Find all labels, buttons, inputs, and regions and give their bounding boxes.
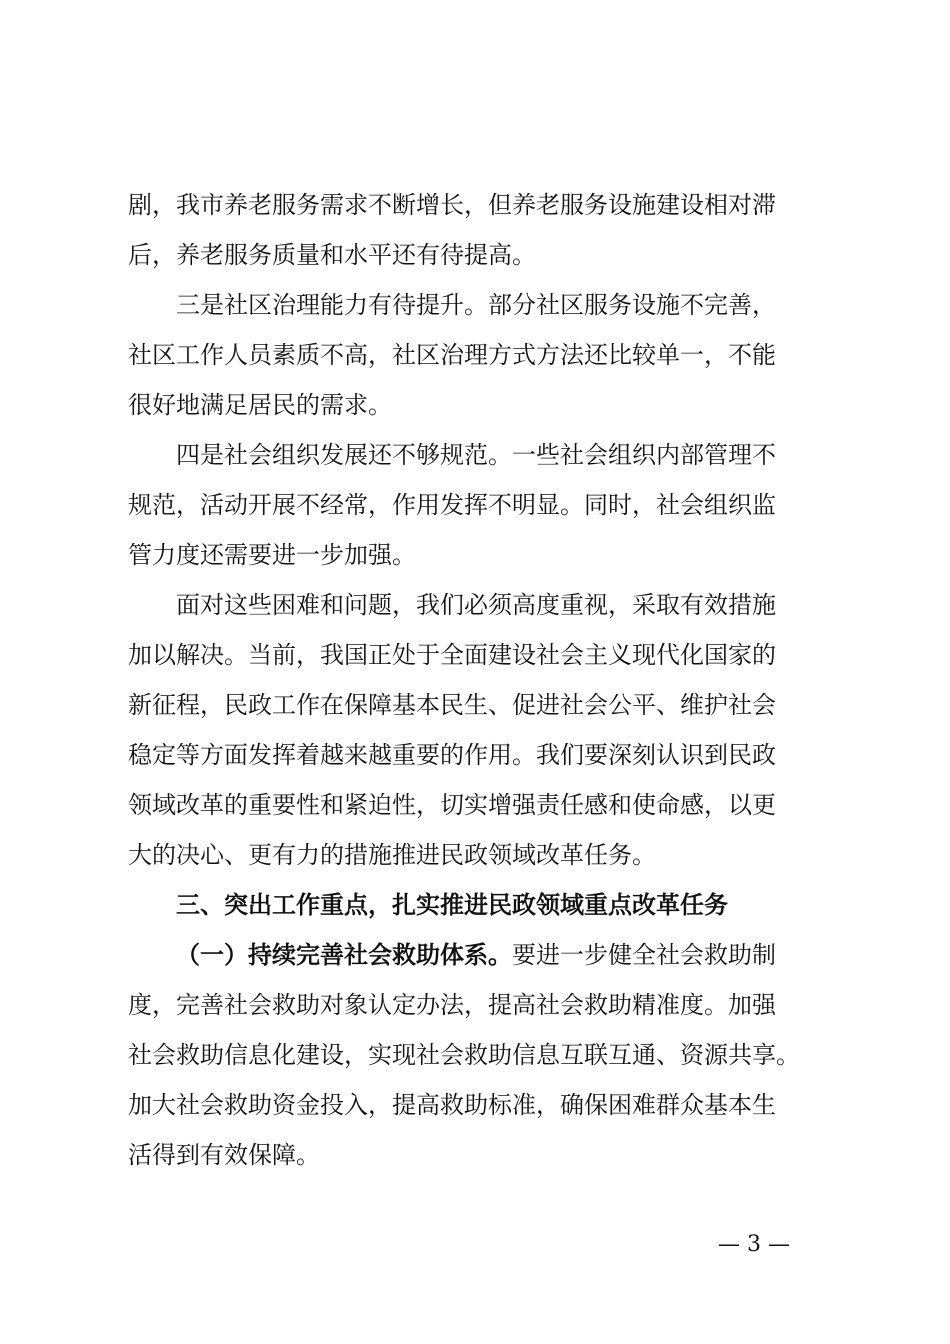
text-line: 新征程，民政工作在保障基本民生、促进社会公平、维护社会 <box>128 691 776 719</box>
text-line: 加大社会救助资金投入，提高救助标准，确保困难群众基本生 <box>128 1091 776 1119</box>
text-line: 剧，我市养老服务需求不断增长，但养老服务设施建设相对滞 <box>128 191 776 219</box>
text-line: 大的决心、更有力的措施推进民政领域改革任务。 <box>128 841 656 869</box>
text-line: 活得到有效保障。 <box>128 1141 320 1169</box>
text-line: 三是社区治理能力有待提升。部分社区服务设施不完善， <box>176 291 776 319</box>
text-line: 很好地满足居民的需求。 <box>128 391 392 419</box>
text-line: 领域改革的重要性和紧迫性，切实增强责任感和使命感，以更 <box>128 791 776 819</box>
text-line: 四是社会组织发展还不够规范。一些社会组织内部管理不 <box>176 441 776 469</box>
text-line: 规范，活动开展不经常，作用发挥不明显。同时，社会组织监 <box>128 491 776 519</box>
text-line <box>128 930 838 980</box>
section-heading: 三、突出工作重点，扎实推进民政领域重点改革任务 <box>176 891 728 919</box>
page-number: — 3 — <box>718 1232 790 1257</box>
text-line: 加以解决。当前，我国正处于全面建设社会主义现代化国家的 <box>128 641 776 669</box>
document-body <box>128 180 838 1180</box>
text-span: 要进一步健全社会救助制 <box>512 941 776 969</box>
text-line: 社会救助信息化建设，实现社会救助信息互联互通、资源共享。 <box>128 1041 800 1069</box>
text-line: 度，完善社会救助对象认定办法，提高社会救助精准度。加强 <box>128 991 776 1019</box>
subsection-title: （一）持续完善社会救助体系。 <box>176 941 512 969</box>
text-line: 管力度还需要进一步加强。 <box>128 541 416 569</box>
text-line: 稳定等方面发挥着越来越重要的作用。我们要深刻认识到民政 <box>128 741 776 769</box>
text-line: 社区工作人员素质不高，社区治理方式方法还比较单一，不能 <box>128 341 776 369</box>
text-line: 面对这些困难和问题，我们必须高度重视，采取有效措施 <box>176 591 776 619</box>
text-line: 后，养老服务质量和水平还有待提高。 <box>128 241 536 269</box>
